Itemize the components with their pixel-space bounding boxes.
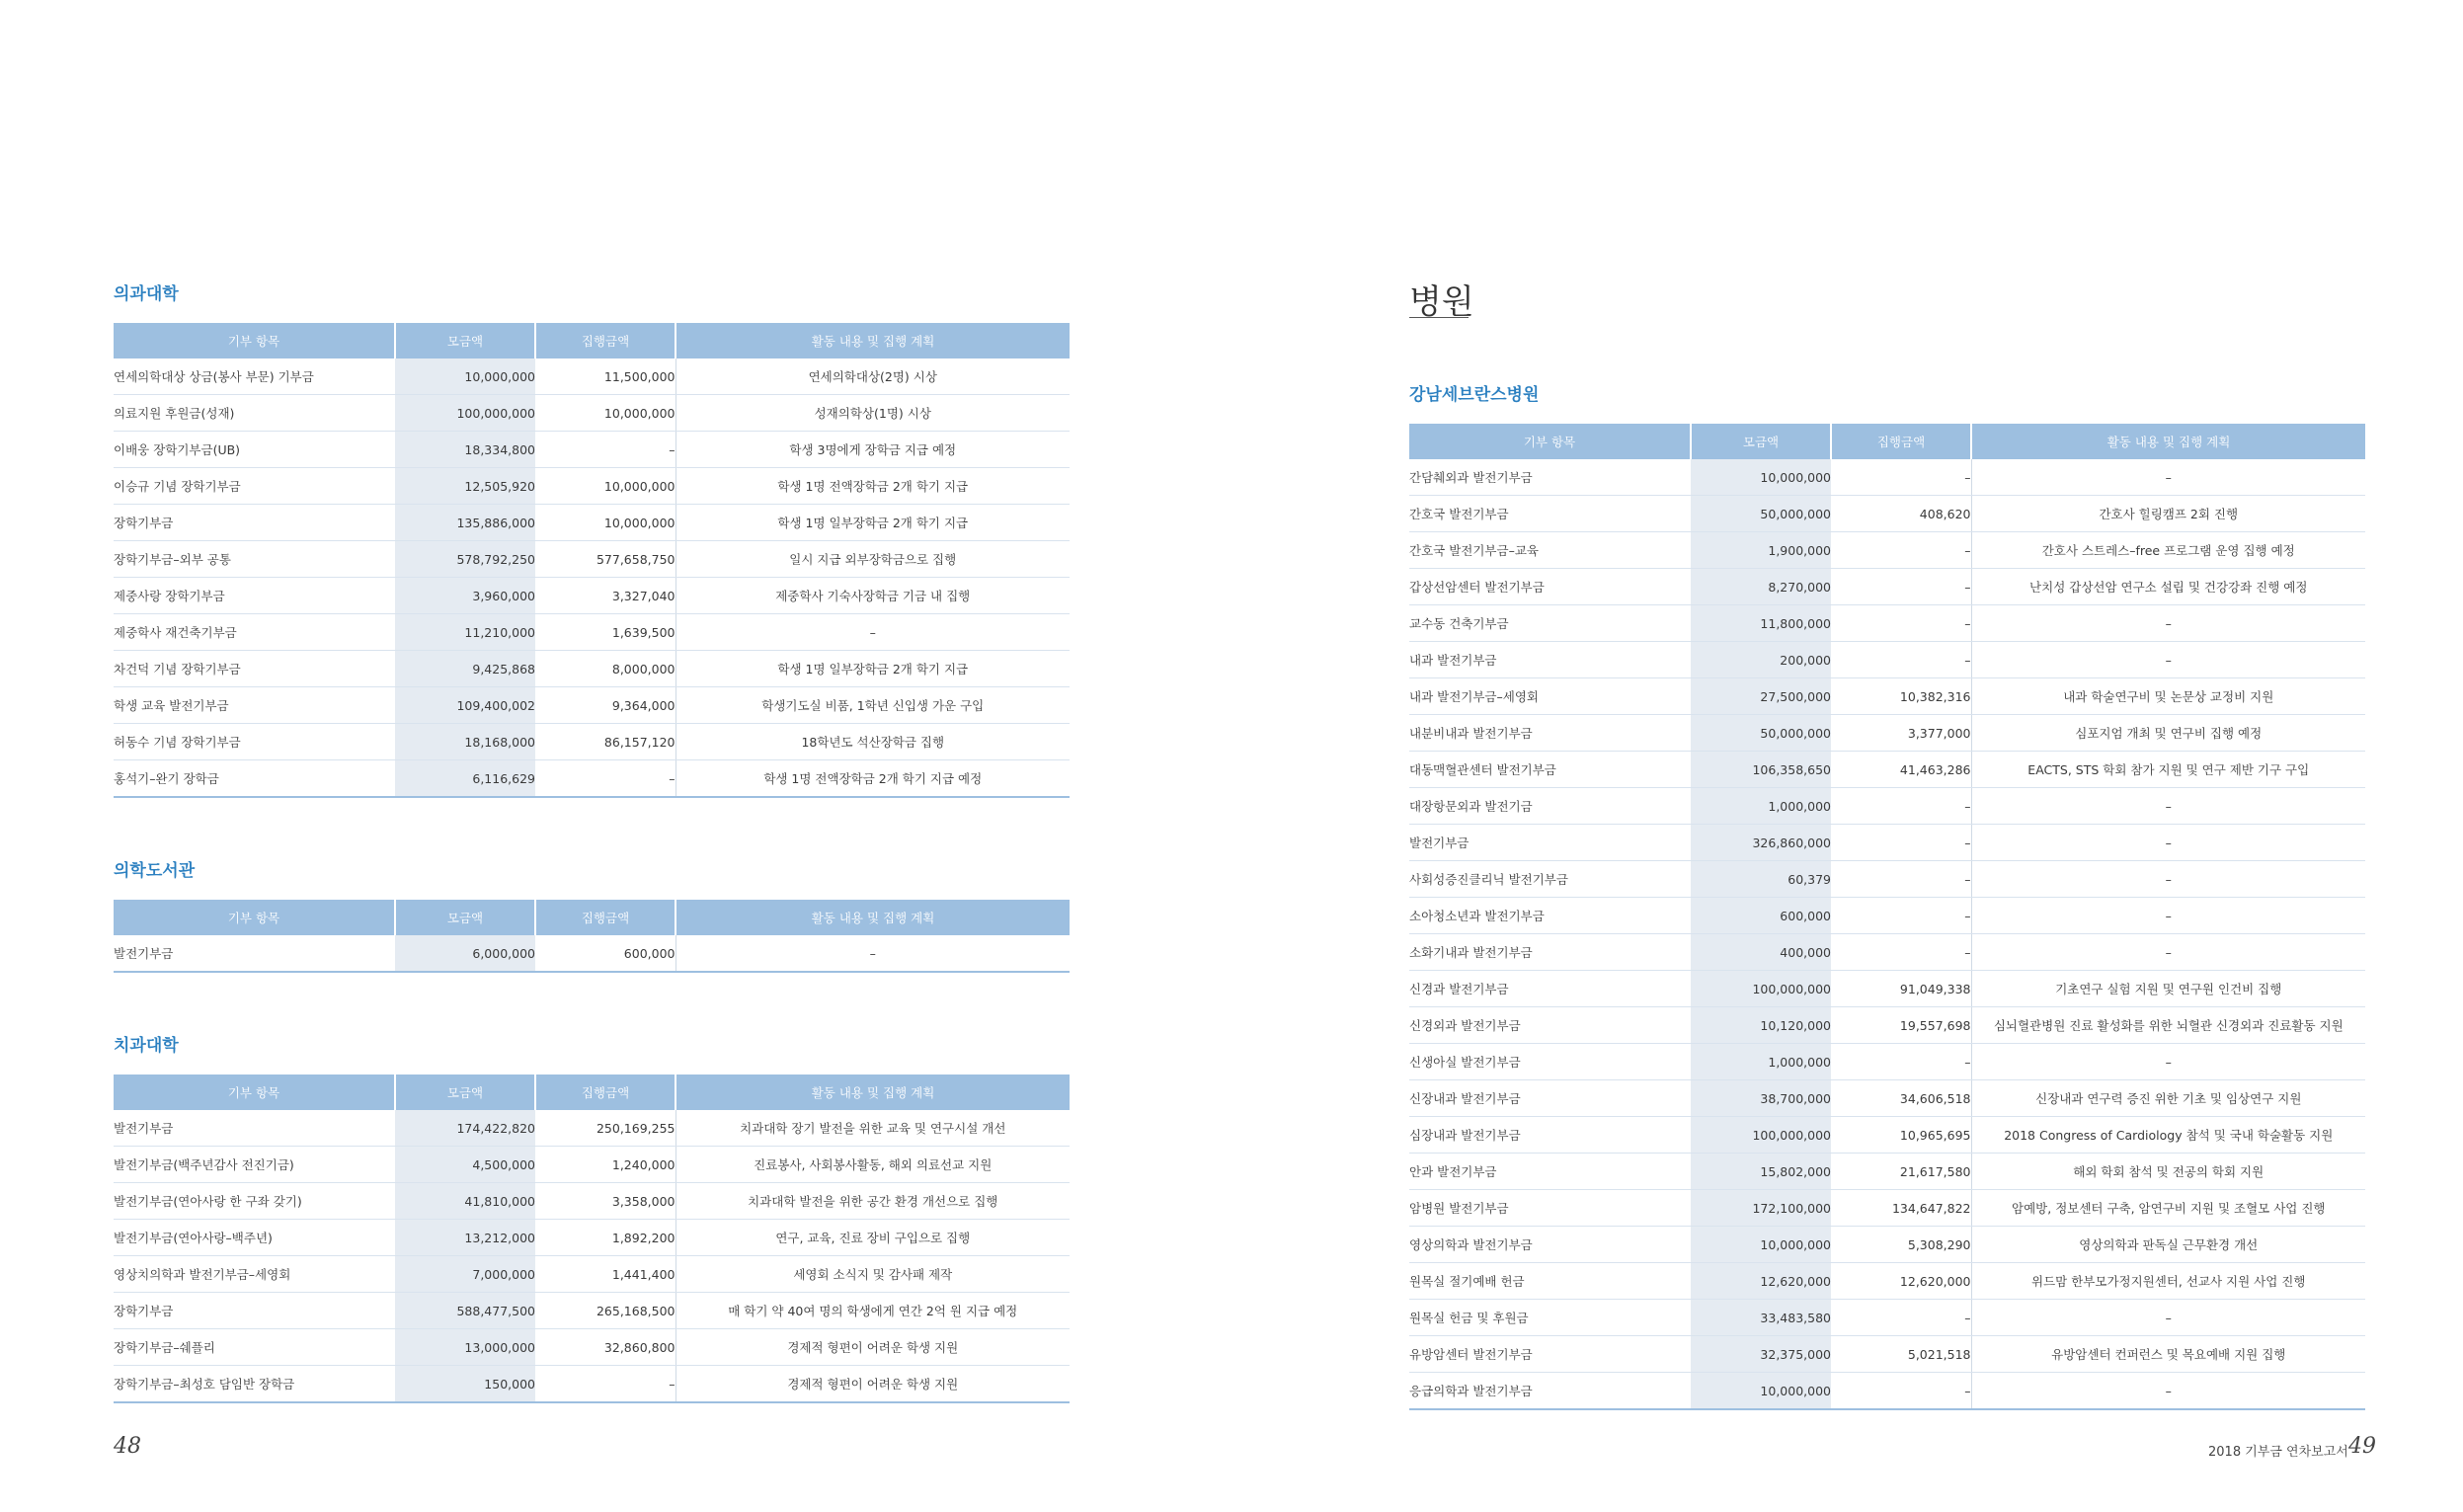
cell-plan: – xyxy=(1971,642,2365,678)
cell-executed: 8,000,000 xyxy=(535,651,675,687)
cell-raised: 13,000,000 xyxy=(395,1329,535,1366)
cell-raised: 50,000,000 xyxy=(1691,496,1831,532)
cell-raised: 11,210,000 xyxy=(395,614,535,651)
cell-executed: 10,000,000 xyxy=(535,505,675,541)
cell-executed: 19,557,698 xyxy=(1831,1007,1971,1044)
cell-item: 발전기부금(백주년감사 전진기금) xyxy=(114,1147,395,1183)
cell-item: 의료지원 후원금(성재) xyxy=(114,395,395,432)
cell-item: 발전기부금 xyxy=(114,1110,395,1147)
table-row xyxy=(114,651,1070,687)
cell-executed: 10,965,695 xyxy=(1831,1117,1971,1154)
header-raised: 모금액 xyxy=(395,1074,535,1110)
cell-item: 허동수 기념 장학기부금 xyxy=(114,724,395,760)
cell-item: 발전기부금 xyxy=(1409,825,1691,861)
cell-plan: 영상의학과 판독실 근무환경 개선 xyxy=(1971,1227,2365,1263)
table-row xyxy=(114,1256,1070,1293)
cell-raised: 200,000 xyxy=(1691,642,1831,678)
cell-item: 연세의학대상 상금(봉사 부문) 기부금 xyxy=(114,358,395,395)
cell-executed: 34,606,518 xyxy=(1831,1080,1971,1117)
cell-plan: 신장내과 연구력 증진 위한 기초 및 임상연구 지원 xyxy=(1971,1080,2365,1117)
header-plan: 활동 내용 및 집행 계획 xyxy=(675,900,1070,935)
table-row xyxy=(1409,971,2365,1007)
cell-raised: 10,120,000 xyxy=(1691,1007,1831,1044)
cell-executed: – xyxy=(1831,569,1971,605)
cell-plan: – xyxy=(1971,605,2365,642)
cell-plan: 학생 1명 전액장학금 2개 학기 지급 xyxy=(675,468,1070,505)
table-medical-library xyxy=(114,900,1070,973)
cell-item: 신생아실 발전기부금 xyxy=(1409,1044,1691,1080)
cell-item: 장학기부금 xyxy=(114,1293,395,1329)
table-row xyxy=(114,1293,1070,1329)
cell-executed: – xyxy=(1831,1044,1971,1080)
table-row xyxy=(1409,825,2365,861)
cell-executed: 3,358,000 xyxy=(535,1183,675,1220)
cell-raised: 1,900,000 xyxy=(1691,532,1831,569)
table-row xyxy=(1409,1263,2365,1300)
cell-plan: 진료봉사, 사회봉사활동, 해외 의료선교 지원 xyxy=(675,1147,1070,1183)
table-row xyxy=(1409,1154,2365,1190)
table-row xyxy=(114,1147,1070,1183)
cell-raised: 10,000,000 xyxy=(1691,1227,1831,1263)
header-executed: 집행금액 xyxy=(535,323,675,358)
table-row xyxy=(114,505,1070,541)
cell-item: 대동맥혈관센터 발전기부금 xyxy=(1409,752,1691,788)
cell-raised: 6,116,629 xyxy=(395,760,535,798)
cell-executed: – xyxy=(535,1366,675,1403)
page-heading-underline xyxy=(1409,317,1469,318)
cell-item: 장학기부금–쉐플리 xyxy=(114,1329,395,1366)
cell-item: 신장내과 발전기부금 xyxy=(1409,1080,1691,1117)
cell-item: 소아청소년과 발전기부금 xyxy=(1409,898,1691,934)
table-row xyxy=(114,468,1070,505)
header-raised: 모금액 xyxy=(395,900,535,935)
header-executed: 집행금액 xyxy=(535,900,675,935)
header-plan: 활동 내용 및 집행 계획 xyxy=(675,1074,1070,1110)
table-row xyxy=(114,935,1070,972)
cell-raised: 18,334,800 xyxy=(395,432,535,468)
cell-executed: – xyxy=(535,760,675,798)
cell-raised: 50,000,000 xyxy=(1691,715,1831,752)
cell-plan: EACTS, STS 학회 참가 지원 및 연구 제반 기구 구입 xyxy=(1971,752,2365,788)
cell-item: 대장항문외과 발전기금 xyxy=(1409,788,1691,825)
cell-item: 발전기부금(연아사랑–백주년) xyxy=(114,1220,395,1256)
cell-executed: – xyxy=(1831,788,1971,825)
table-row xyxy=(1409,934,2365,971)
cell-item: 간호국 발전기부금 xyxy=(1409,496,1691,532)
table-row xyxy=(114,1366,1070,1403)
cell-executed: 1,892,200 xyxy=(535,1220,675,1256)
cell-item: 사회성증진클리닉 발전기부금 xyxy=(1409,861,1691,898)
cell-raised: 10,000,000 xyxy=(1691,1373,1831,1410)
cell-raised: 18,168,000 xyxy=(395,724,535,760)
cell-raised: 13,212,000 xyxy=(395,1220,535,1256)
cell-plan: 학생 3명에게 장학금 지급 예정 xyxy=(675,432,1070,468)
cell-raised: 27,500,000 xyxy=(1691,678,1831,715)
cell-item: 발전기부금(연아사랑 한 구좌 갖기) xyxy=(114,1183,395,1220)
table-row xyxy=(1409,605,2365,642)
cell-plan: 암예방, 정보센터 구축, 암연구비 지원 및 조혈모 사업 진행 xyxy=(1971,1190,2365,1227)
cell-executed: – xyxy=(1831,605,1971,642)
cell-plan: 일시 지급 외부장학금으로 집행 xyxy=(675,541,1070,578)
cell-executed: 9,364,000 xyxy=(535,687,675,724)
cell-plan: 해외 학회 참석 및 전공의 학회 지원 xyxy=(1971,1154,2365,1190)
table-row xyxy=(1409,752,2365,788)
section-title-gangnam-severance: 강남세브란스병원 xyxy=(1409,385,1540,405)
cell-item: 차건덕 기념 장학기부금 xyxy=(114,651,395,687)
section-title-medical-library: 의학도서관 xyxy=(114,861,196,881)
table-row xyxy=(1409,642,2365,678)
report-title: 2018 기부금 연차보고서 xyxy=(2208,1445,2348,1460)
cell-raised: 326,860,000 xyxy=(1691,825,1831,861)
cell-raised: 15,802,000 xyxy=(1691,1154,1831,1190)
cell-raised: 109,400,002 xyxy=(395,687,535,724)
table-row xyxy=(114,578,1070,614)
cell-executed: 5,021,518 xyxy=(1831,1336,1971,1373)
table-row xyxy=(1409,1044,2365,1080)
cell-raised: 588,477,500 xyxy=(395,1293,535,1329)
cell-plan: 유방암센터 컨퍼런스 및 목요예배 지원 집행 xyxy=(1971,1336,2365,1373)
cell-executed: 41,463,286 xyxy=(1831,752,1971,788)
cell-raised: 174,422,820 xyxy=(395,1110,535,1147)
table-row xyxy=(1409,1336,2365,1373)
cell-plan: 심포지엄 개최 및 연구비 집행 예정 xyxy=(1971,715,2365,752)
cell-executed: – xyxy=(1831,1373,1971,1410)
cell-item: 갑상선암센터 발전기부금 xyxy=(1409,569,1691,605)
cell-executed: 1,639,500 xyxy=(535,614,675,651)
cell-item: 내과 발전기부금–세영회 xyxy=(1409,678,1691,715)
cell-executed: – xyxy=(1831,898,1971,934)
cell-raised: 12,620,000 xyxy=(1691,1263,1831,1300)
cell-raised: 578,792,250 xyxy=(395,541,535,578)
cell-item: 소화기내과 발전기부금 xyxy=(1409,934,1691,971)
cell-plan: – xyxy=(675,614,1070,651)
cell-item: 장학기부금–최성호 담임반 장학금 xyxy=(114,1366,395,1403)
page-heading-hospital: 병원 xyxy=(1409,282,1474,322)
cell-plan: 내과 학술연구비 및 논문상 교정비 지원 xyxy=(1971,678,2365,715)
cell-plan: 간호사 힐링캠프 2회 진행 xyxy=(1971,496,2365,532)
header-plan: 활동 내용 및 집행 계획 xyxy=(675,323,1070,358)
cell-raised: 3,960,000 xyxy=(395,578,535,614)
cell-item: 장학기부금–외부 공통 xyxy=(114,541,395,578)
header-executed: 집행금액 xyxy=(535,1074,675,1110)
cell-raised: 172,100,000 xyxy=(1691,1190,1831,1227)
cell-plan: 제중학사 기숙사장학금 기금 내 집행 xyxy=(675,578,1070,614)
table-row xyxy=(1409,861,2365,898)
cell-executed: – xyxy=(1831,1300,1971,1336)
cell-raised: 135,886,000 xyxy=(395,505,535,541)
cell-raised: 8,270,000 xyxy=(1691,569,1831,605)
cell-raised: 32,375,000 xyxy=(1691,1336,1831,1373)
cell-executed: 3,377,000 xyxy=(1831,715,1971,752)
cell-raised: 41,810,000 xyxy=(395,1183,535,1220)
table-row xyxy=(114,432,1070,468)
cell-item: 이배웅 장학기부금(UB) xyxy=(114,432,395,468)
cell-executed: 250,169,255 xyxy=(535,1110,675,1147)
cell-plan: – xyxy=(1971,934,2365,971)
cell-executed: 10,000,000 xyxy=(535,468,675,505)
cell-item: 신경과 발전기부금 xyxy=(1409,971,1691,1007)
cell-executed: – xyxy=(1831,934,1971,971)
cell-plan: 성재의학상(1명) 시상 xyxy=(675,395,1070,432)
table-row xyxy=(1409,1300,2365,1336)
table-row xyxy=(114,614,1070,651)
cell-executed: 408,620 xyxy=(1831,496,1971,532)
cell-plan: – xyxy=(675,935,1070,972)
cell-plan: 치과대학 장기 발전을 위한 교육 및 연구시설 개선 xyxy=(675,1110,1070,1147)
cell-executed: 3,327,040 xyxy=(535,578,675,614)
cell-raised: 7,000,000 xyxy=(395,1256,535,1293)
cell-plan: 치과대학 발전을 위한 공간 환경 개선으로 집행 xyxy=(675,1183,1070,1220)
cell-plan: 경제적 형편이 어려운 학생 지원 xyxy=(675,1366,1070,1403)
cell-raised: 12,505,920 xyxy=(395,468,535,505)
cell-raised: 4,500,000 xyxy=(395,1147,535,1183)
table-dentistry xyxy=(114,1074,1070,1403)
cell-item: 간호국 발전기부금–교육 xyxy=(1409,532,1691,569)
table-row xyxy=(1409,496,2365,532)
cell-item: 심장내과 발전기부금 xyxy=(1409,1117,1691,1154)
cell-executed: 11,500,000 xyxy=(535,358,675,395)
table-row xyxy=(1409,1080,2365,1117)
cell-item: 내과 발전기부금 xyxy=(1409,642,1691,678)
cell-raised: 10,000,000 xyxy=(395,358,535,395)
cell-raised: 600,000 xyxy=(1691,898,1831,934)
cell-executed: 91,049,338 xyxy=(1831,971,1971,1007)
table-row xyxy=(1409,1373,2365,1410)
table-row xyxy=(114,1220,1070,1256)
cell-item: 영상치의학과 발전기부금–세영회 xyxy=(114,1256,395,1293)
cell-plan: 경제적 형편이 어려운 학생 지원 xyxy=(675,1329,1070,1366)
section-title-dentistry: 치과대학 xyxy=(114,1036,179,1056)
table-gangnam-severance xyxy=(1409,424,2365,1410)
table-row xyxy=(114,395,1070,432)
cell-plan: – xyxy=(1971,1373,2365,1410)
cell-item: 홍석기–완기 장학금 xyxy=(114,760,395,798)
cell-executed: 10,000,000 xyxy=(535,395,675,432)
page-number-right: 49 xyxy=(2348,1434,2376,1459)
cell-item: 제중사랑 장학기부금 xyxy=(114,578,395,614)
cell-plan: – xyxy=(1971,898,2365,934)
cell-raised: 9,425,868 xyxy=(395,651,535,687)
cell-executed: – xyxy=(1831,459,1971,496)
cell-plan: 연구, 교육, 진료 장비 구입으로 집행 xyxy=(675,1220,1070,1256)
cell-plan: 연세의학대상(2명) 시상 xyxy=(675,358,1070,395)
cell-executed: 265,168,500 xyxy=(535,1293,675,1329)
cell-plan: 매 학기 약 40여 명의 학생에게 연간 2억 원 지급 예정 xyxy=(675,1293,1070,1329)
cell-item: 학생 교육 발전기부금 xyxy=(114,687,395,724)
table-row xyxy=(1409,459,2365,496)
header-item: 기부 항목 xyxy=(114,1074,395,1110)
cell-raised: 33,483,580 xyxy=(1691,1300,1831,1336)
cell-executed: – xyxy=(1831,825,1971,861)
cell-executed: 1,441,400 xyxy=(535,1256,675,1293)
cell-item: 발전기부금 xyxy=(114,935,395,972)
cell-raised: 1,000,000 xyxy=(1691,1044,1831,1080)
cell-item: 안과 발전기부금 xyxy=(1409,1154,1691,1190)
table-row xyxy=(114,541,1070,578)
cell-executed: – xyxy=(1831,861,1971,898)
cell-raised: 11,800,000 xyxy=(1691,605,1831,642)
cell-item: 간담췌외과 발전기부금 xyxy=(1409,459,1691,496)
cell-plan: – xyxy=(1971,1300,2365,1336)
cell-executed: – xyxy=(1831,532,1971,569)
cell-item: 암병원 발전기부금 xyxy=(1409,1190,1691,1227)
header-item: 기부 항목 xyxy=(114,323,395,358)
table-row xyxy=(114,687,1070,724)
cell-executed: 12,620,000 xyxy=(1831,1263,1971,1300)
cell-plan: – xyxy=(1971,825,2365,861)
cell-plan: 심뇌혈관병원 진료 활성화를 위한 뇌혈관 신경외과 진료활동 지원 xyxy=(1971,1007,2365,1044)
cell-raised: 38,700,000 xyxy=(1691,1080,1831,1117)
table-row xyxy=(1409,715,2365,752)
cell-plan: 2018 Congress of Cardiology 참석 및 국내 학술활동 지원 xyxy=(1971,1117,2365,1154)
cell-executed: 600,000 xyxy=(535,935,675,972)
table-row xyxy=(1409,1190,2365,1227)
cell-raised: 100,000,000 xyxy=(1691,1117,1831,1154)
cell-item: 제중학사 재건축기부금 xyxy=(114,614,395,651)
cell-item: 교수동 건축기부금 xyxy=(1409,605,1691,642)
table-row xyxy=(1409,678,2365,715)
cell-plan: 학생 1명 일부장학금 2개 학기 지급 xyxy=(675,505,1070,541)
table-row xyxy=(114,760,1070,798)
cell-plan: 세영회 소식지 및 감사패 제작 xyxy=(675,1256,1070,1293)
cell-plan: – xyxy=(1971,459,2365,496)
cell-plan: 학생기도실 비품, 1학년 신입생 가운 구입 xyxy=(675,687,1070,724)
cell-plan: 위드맘 한부모가정지원센터, 선교사 지원 사업 진행 xyxy=(1971,1263,2365,1300)
table-row xyxy=(114,1110,1070,1147)
table-row xyxy=(1409,1117,2365,1154)
cell-plan: 간호사 스트레스–free 프로그램 운영 집행 예정 xyxy=(1971,532,2365,569)
cell-item: 원목실 절기예배 헌금 xyxy=(1409,1263,1691,1300)
table-medicine xyxy=(114,323,1070,798)
cell-plan: – xyxy=(1971,788,2365,825)
table-row xyxy=(1409,569,2365,605)
table-row xyxy=(114,358,1070,395)
header-plan: 활동 내용 및 집행 계획 xyxy=(1971,424,2365,459)
cell-executed: 577,658,750 xyxy=(535,541,675,578)
cell-executed: 134,647,822 xyxy=(1831,1190,1971,1227)
header-raised: 모금액 xyxy=(395,323,535,358)
cell-raised: 1,000,000 xyxy=(1691,788,1831,825)
cell-executed: 10,382,316 xyxy=(1831,678,1971,715)
table-row xyxy=(114,724,1070,760)
header-item: 기부 항목 xyxy=(114,900,395,935)
cell-raised: 150,000 xyxy=(395,1366,535,1403)
cell-executed: 5,308,290 xyxy=(1831,1227,1971,1263)
cell-item: 이승규 기념 장학기부금 xyxy=(114,468,395,505)
cell-plan: 18학년도 석산장학금 집행 xyxy=(675,724,1070,760)
table-row xyxy=(114,1329,1070,1366)
table-row xyxy=(1409,532,2365,569)
cell-plan: – xyxy=(1971,1044,2365,1080)
cell-item: 내분비내과 발전기부금 xyxy=(1409,715,1691,752)
cell-raised: 100,000,000 xyxy=(1691,971,1831,1007)
header-executed: 집행금액 xyxy=(1831,424,1971,459)
cell-executed: 32,860,800 xyxy=(535,1329,675,1366)
cell-executed: – xyxy=(535,432,675,468)
table-row xyxy=(1409,1227,2365,1263)
cell-raised: 6,000,000 xyxy=(395,935,535,972)
table-row xyxy=(1409,788,2365,825)
cell-item: 영상의학과 발전기부금 xyxy=(1409,1227,1691,1263)
cell-item: 유방암센터 발전기부금 xyxy=(1409,1336,1691,1373)
table-row xyxy=(114,1183,1070,1220)
cell-plan: 학생 1명 일부장학금 2개 학기 지급 xyxy=(675,651,1070,687)
table-row xyxy=(1409,1007,2365,1044)
cell-plan: 학생 1명 전액장학금 2개 학기 지급 예정 xyxy=(675,760,1070,798)
cell-raised: 400,000 xyxy=(1691,934,1831,971)
cell-executed: 86,157,120 xyxy=(535,724,675,760)
header-item: 기부 항목 xyxy=(1409,424,1691,459)
cell-item: 응급의학과 발전기부금 xyxy=(1409,1373,1691,1410)
cell-plan: 기초연구 실험 지원 및 연구원 인건비 집행 xyxy=(1971,971,2365,1007)
cell-raised: 100,000,000 xyxy=(395,395,535,432)
table-row xyxy=(1409,898,2365,934)
page-number-left: 48 xyxy=(114,1434,141,1459)
cell-executed: – xyxy=(1831,642,1971,678)
cell-executed: 21,617,580 xyxy=(1831,1154,1971,1190)
cell-executed: 1,240,000 xyxy=(535,1147,675,1183)
cell-plan: – xyxy=(1971,861,2365,898)
cell-raised: 60,379 xyxy=(1691,861,1831,898)
cell-item: 원목실 헌금 및 후원금 xyxy=(1409,1300,1691,1336)
cell-raised: 106,358,650 xyxy=(1691,752,1831,788)
cell-item: 장학기부금 xyxy=(114,505,395,541)
cell-raised: 10,000,000 xyxy=(1691,459,1831,496)
header-raised: 모금액 xyxy=(1691,424,1831,459)
cell-item: 신경외과 발전기부금 xyxy=(1409,1007,1691,1044)
section-title-medicine: 의과대학 xyxy=(114,284,179,304)
cell-plan: 난치성 갑상선암 연구소 설립 및 건강강좌 진행 예정 xyxy=(1971,569,2365,605)
